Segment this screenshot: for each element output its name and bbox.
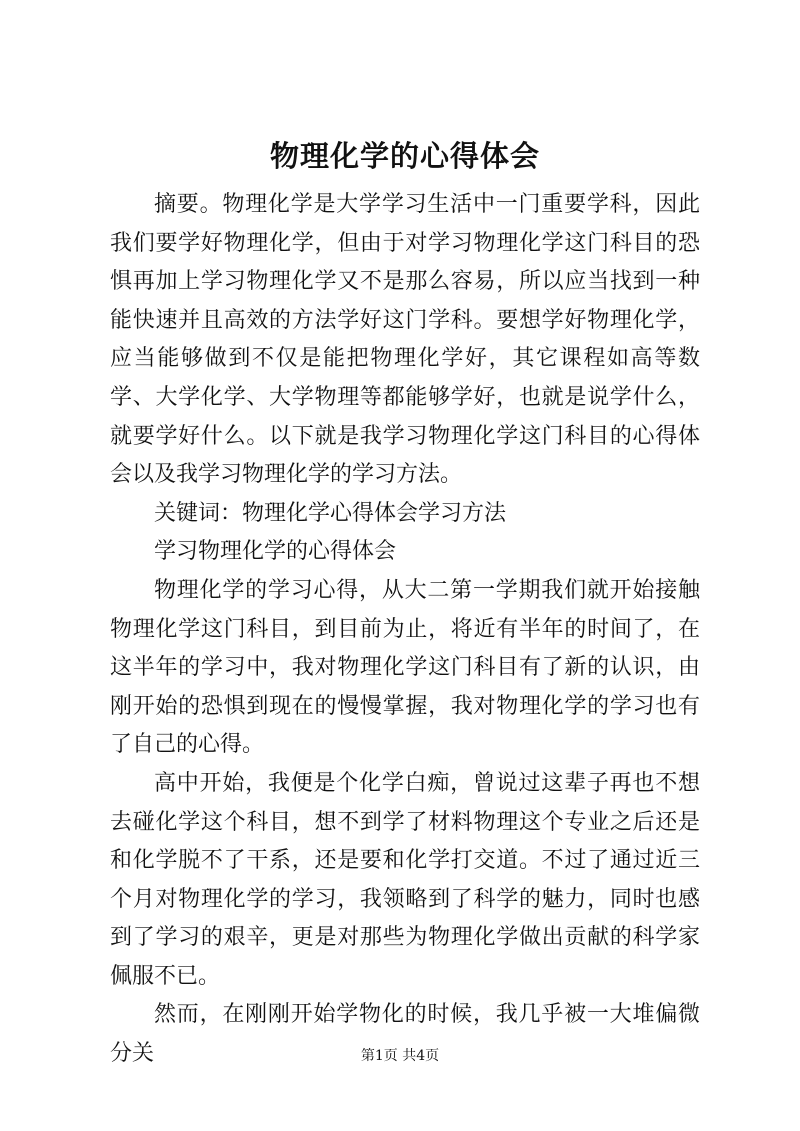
document-title: 物理化学的心得体会 xyxy=(269,139,540,173)
body-paragraph: 物理化学的学习心得，从大二第一学期我们就开始接触物理化学这门科目，到目前为止，将近有半年的时间了，在这半年的学习中，我对物理化学这门科目有了新的认识，由刚开始的恐惧到现在的慢慢掌握，我对物理化学的学习也有了自己的心得。 xyxy=(110,577,700,758)
section-heading: 学习物理化学的心得体会 xyxy=(154,539,397,565)
abstract-paragraph: 摘要。物理化学是大学学习生活中一门重要学科，因此我们要学好物理化学，但由于对学习物理化学这门科目的恐惧再加上学习物理化学又不是那么容易，所以应当找到一种能快速并且高效的方法学好这门学科。要想学好物理化学，应当能够做到不仅是能把物理化学好，其它课程如高等数学、大学化学、大学物理等都能够学好，也就是说学什么，就要学好什么。以下就是我学习物理化学这门科目的心得体会以及我学习物理化学的学习方法。 xyxy=(110,192,700,488)
document-body xyxy=(110,186,700,1074)
body-paragraph: 高中开始，我便是个化学白痴，曾说过这辈子再也不想去碰化学这个科目，想不到学了材料物理这个专业之后还是和化学脱不了干系，还是要和化学打交道。不过了通过近三个月对物理化学的学习，我领略到了科学的魅力，同时也感到了学习的艰辛，更是对那些为物理化学做出贡献的科学家佩服不已。 xyxy=(110,770,700,989)
page-number-footer: 第1页 共4页 xyxy=(360,1048,440,1064)
body-paragraph: 然而，在刚刚开始学物化的时候，我几乎被一大堆偏微分关 xyxy=(110,1002,700,1067)
keywords-paragraph: 关键词：物理化学心得体会学习方法 xyxy=(154,500,507,526)
